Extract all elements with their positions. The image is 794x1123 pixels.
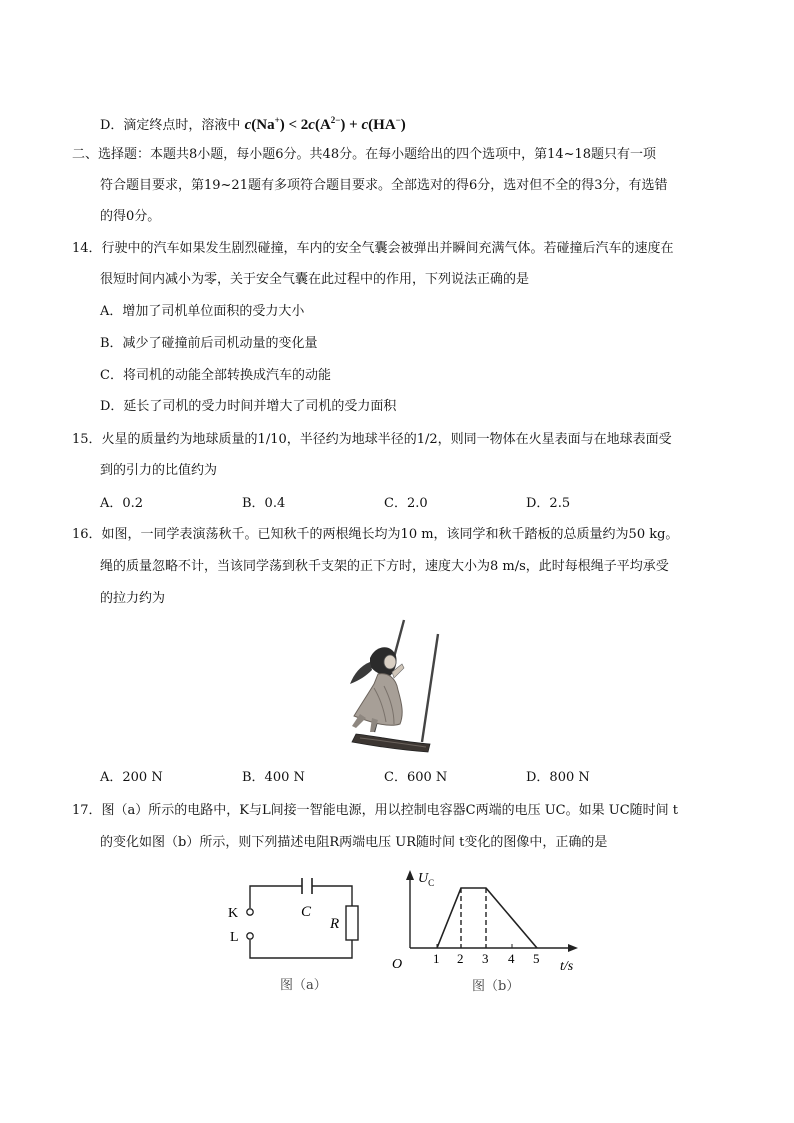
figure-a-caption: 图（a）: [280, 978, 327, 993]
q16-stem-line3: 的拉力约为: [100, 591, 166, 606]
q14-option-d: D．延长了司机的受力时间并增大了司机的受力面积: [100, 399, 397, 414]
section2-line3: 的得0分。: [100, 209, 161, 224]
figure-b-caption: 图（b）: [472, 979, 520, 994]
q16-stem-line1: 16．如图，一同学表演荡秋千。已知秋千的两根绳长均为10 m，该同学和秋千踏板的总质量约为50 kg。: [72, 527, 679, 542]
q16-option-b: B．400 N: [242, 770, 305, 785]
x-axis-label: t/s: [560, 959, 574, 974]
q16-option-c: C．600 N: [384, 770, 448, 785]
q15-option-c: C．2.0: [384, 496, 428, 511]
q17-stem-line1: 17．图（a）所示的电路中，K与L间接一智能电源，用以控制电容器C两端的电压 UC。如果 UC随时间 t: [72, 803, 679, 818]
q14-option-c: C．将司机的动能全部转换成汽车的动能: [100, 368, 331, 383]
q16-options: [100, 768, 668, 788]
q17-stem-line2: 的变化如图（b）所示，则下列描述电阻R两端电压 UR随时间 t变化的图像中，正确的是: [100, 835, 608, 850]
q14-option-a: A．增加了司机单位面积的受力大小: [100, 304, 305, 319]
section2-line1: 二、选择题：本题共8小题，每小题6分。共48分。在每小题给出的四个选项中，第14~18题只有一项: [72, 147, 657, 162]
x-tick-1: 1: [433, 951, 440, 966]
q13-option-d-formula: $c(Na^+) < 2c(A^{2-}) + c(HA^-)$: [244, 115, 406, 133]
q15-options: [100, 494, 668, 514]
terminal-l-label: L: [230, 930, 239, 945]
terminal-k-label: K: [228, 906, 239, 921]
x-tick-5: 5: [533, 951, 540, 966]
q15-option-a: A．0.2: [100, 496, 144, 511]
q14-stem-line2: 很短时间内减小为零，关于安全气囊在此过程中的作用，下列说法正确的是: [100, 272, 530, 287]
x-tick-4: 4: [508, 951, 515, 966]
swing-figure: [330, 614, 460, 759]
circuit-figure-a: [222, 872, 372, 997]
graph-figure-b: [386, 866, 586, 998]
x-tick-3: 3: [482, 951, 489, 966]
resistor-label: R: [330, 916, 340, 932]
q13-option-d-text: D．滴定终点时，溶液中: [100, 118, 241, 133]
y-axis-label: $U_C$: [418, 871, 435, 888]
q15-option-d: D．2.5: [526, 496, 571, 511]
q14-stem-line1: 14．行驶中的汽车如果发生剧烈碰撞，车内的安全气囊会被弹出并瞬间充满气体。若碰撞后汽车的速度在: [72, 241, 674, 256]
section2-line2: 符合题目要求，第19~21题有多项符合题目要求。全部选对的得6分，选对但不全的得3分，有选错: [100, 178, 668, 193]
q15-stem-line2: 到的引力的比值约为: [100, 463, 218, 478]
x-tick-2: 2: [457, 951, 464, 966]
capacitor-label: C: [301, 904, 312, 920]
q13-option-d: [100, 110, 406, 136]
q16-stem-line2: 绳的质量忽略不计，当该同学荡到秋千支架的正下方时，速度大小为8 m/s，此时每根绳子平均承受: [100, 559, 669, 574]
q15-option-b: B．0.4: [242, 496, 286, 511]
q16-option-a: A．200 N: [100, 770, 163, 785]
q16-option-d: D．800 N: [526, 770, 590, 785]
q14-option-b: B．减少了碰撞前后司机动量的变化量: [100, 336, 318, 351]
origin-label: O: [392, 957, 403, 972]
q15-stem-line1: 15．火星的质量约为地球质量的1/10，半径约为地球半径的1/2，则同一物体在火星表面与在地球表面受: [72, 432, 672, 447]
